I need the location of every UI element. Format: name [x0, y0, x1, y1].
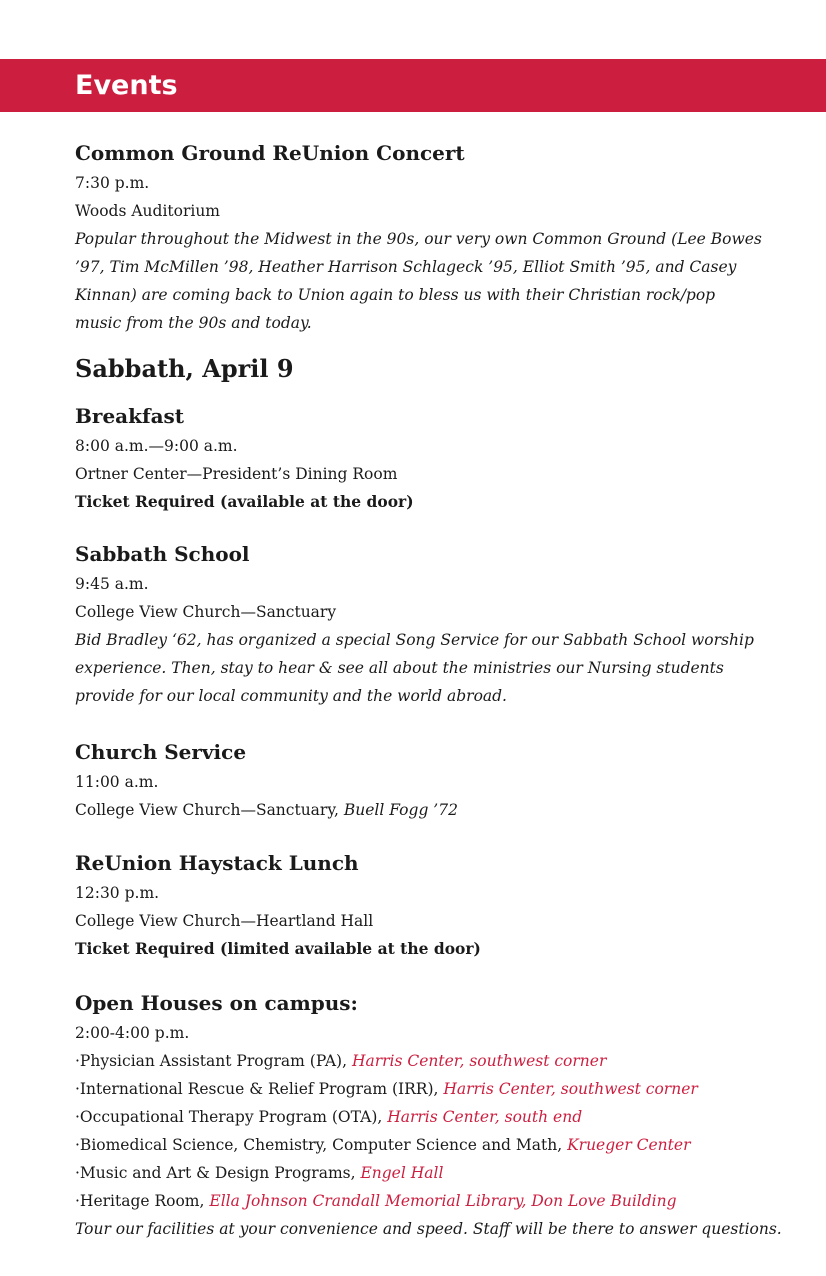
event-location: College View Church—Heartland Hall: [75, 912, 374, 930]
event-location-line: [75, 796, 765, 824]
program-location: Harris Center, southwest corner: [351, 1052, 607, 1070]
program-name: ·Music and Art & Design Programs,: [75, 1164, 361, 1182]
event-title: Open Houses on campus:: [75, 991, 358, 1015]
event-location: College View Church—Sanctuary: [75, 603, 337, 621]
event-title: ReUnion Haystack Lunch: [75, 851, 359, 875]
program-name: ·International Rescue & Relief Program (IRR),: [75, 1080, 444, 1098]
list-item: [75, 1187, 765, 1215]
program-location: Ella Johnson Crandall Memorial Library, Don Love Building: [209, 1192, 677, 1210]
event-time: 12:30 p.m.: [75, 884, 160, 902]
event-time: 2:00-4:00 p.m.: [75, 1024, 190, 1042]
event-time: 9:45 a.m.: [75, 575, 149, 593]
event-sabbath-school: [75, 540, 765, 710]
location-separator: ,: [334, 801, 344, 819]
event-title: Breakfast: [75, 404, 185, 428]
event-church-service: [75, 738, 765, 824]
ticket-note: Ticket Required (available at the door): [75, 492, 414, 511]
list-item: [75, 1075, 765, 1103]
program-name: ·Occupational Therapy Program (OTA),: [75, 1108, 388, 1126]
event-lunch: [75, 849, 765, 963]
event-title: Church Service: [75, 740, 247, 764]
event-breakfast: [75, 402, 765, 516]
program-name: ·Physician Assistant Program (PA),: [75, 1052, 352, 1070]
event-location: Woods Auditorium: [75, 202, 221, 220]
event-description: Bid Bradley ‘62, has organized a special Song Service for our Sabbath School worship experience. Then, stay to hear & see all about the ministries our Nursing students provide for our local community and the world abroad.: [75, 631, 754, 705]
program-location: Harris Center, southwest corner: [443, 1080, 698, 1098]
event-title: Sabbath School: [75, 542, 250, 566]
day-heading: Sabbath, April 9: [75, 354, 294, 383]
page-title: Events: [75, 70, 178, 101]
list-item: [75, 1047, 765, 1075]
program-name: ·Biomedical Science, Chemistry, Computer Science and Math,: [75, 1136, 568, 1154]
event-description: Popular throughout the Midwest in the 90s, our very own Common Ground (Lee Bowes ’97, Tim McMillen ’98, Heather Harrison Schlageck ’95, Elliot Smith ’95, and Casey Kinnan) are coming back to Union again to bless us with their Christian rock/pop music from the 90s and today.: [75, 230, 762, 332]
event-location: Ortner Center—President’s Dining Room: [75, 465, 398, 483]
program-location: Harris Center, south end: [387, 1108, 583, 1126]
event-time: 11:00 a.m.: [75, 773, 159, 791]
event-open-houses: [75, 989, 782, 1243]
ticket-note: Ticket Required (limited available at the door): [75, 939, 481, 958]
list-item: [75, 1131, 765, 1159]
program-name: ·Heritage Room,: [75, 1192, 210, 1210]
event-location: College View Church—Sanctuary: [75, 801, 335, 819]
list-item: [75, 1159, 765, 1187]
program-location: Krueger Center: [567, 1136, 691, 1154]
event-time: 7:30 p.m.: [75, 174, 150, 192]
event-speaker: Buell Fogg ’72: [343, 801, 458, 819]
events-banner: [0, 59, 826, 112]
event-title: Common Ground ReUnion Concert: [75, 141, 465, 165]
list-item: [75, 1103, 765, 1131]
program-location: Engel Hall: [360, 1164, 444, 1182]
open-houses-footer: Tour our facilities at your convenience and speed. Staff will be there to answer questions.: [75, 1220, 782, 1238]
event-concert: [75, 139, 765, 337]
day-heading-block: [75, 353, 765, 385]
event-time: 8:00 a.m.—9:00 a.m.: [75, 437, 238, 455]
